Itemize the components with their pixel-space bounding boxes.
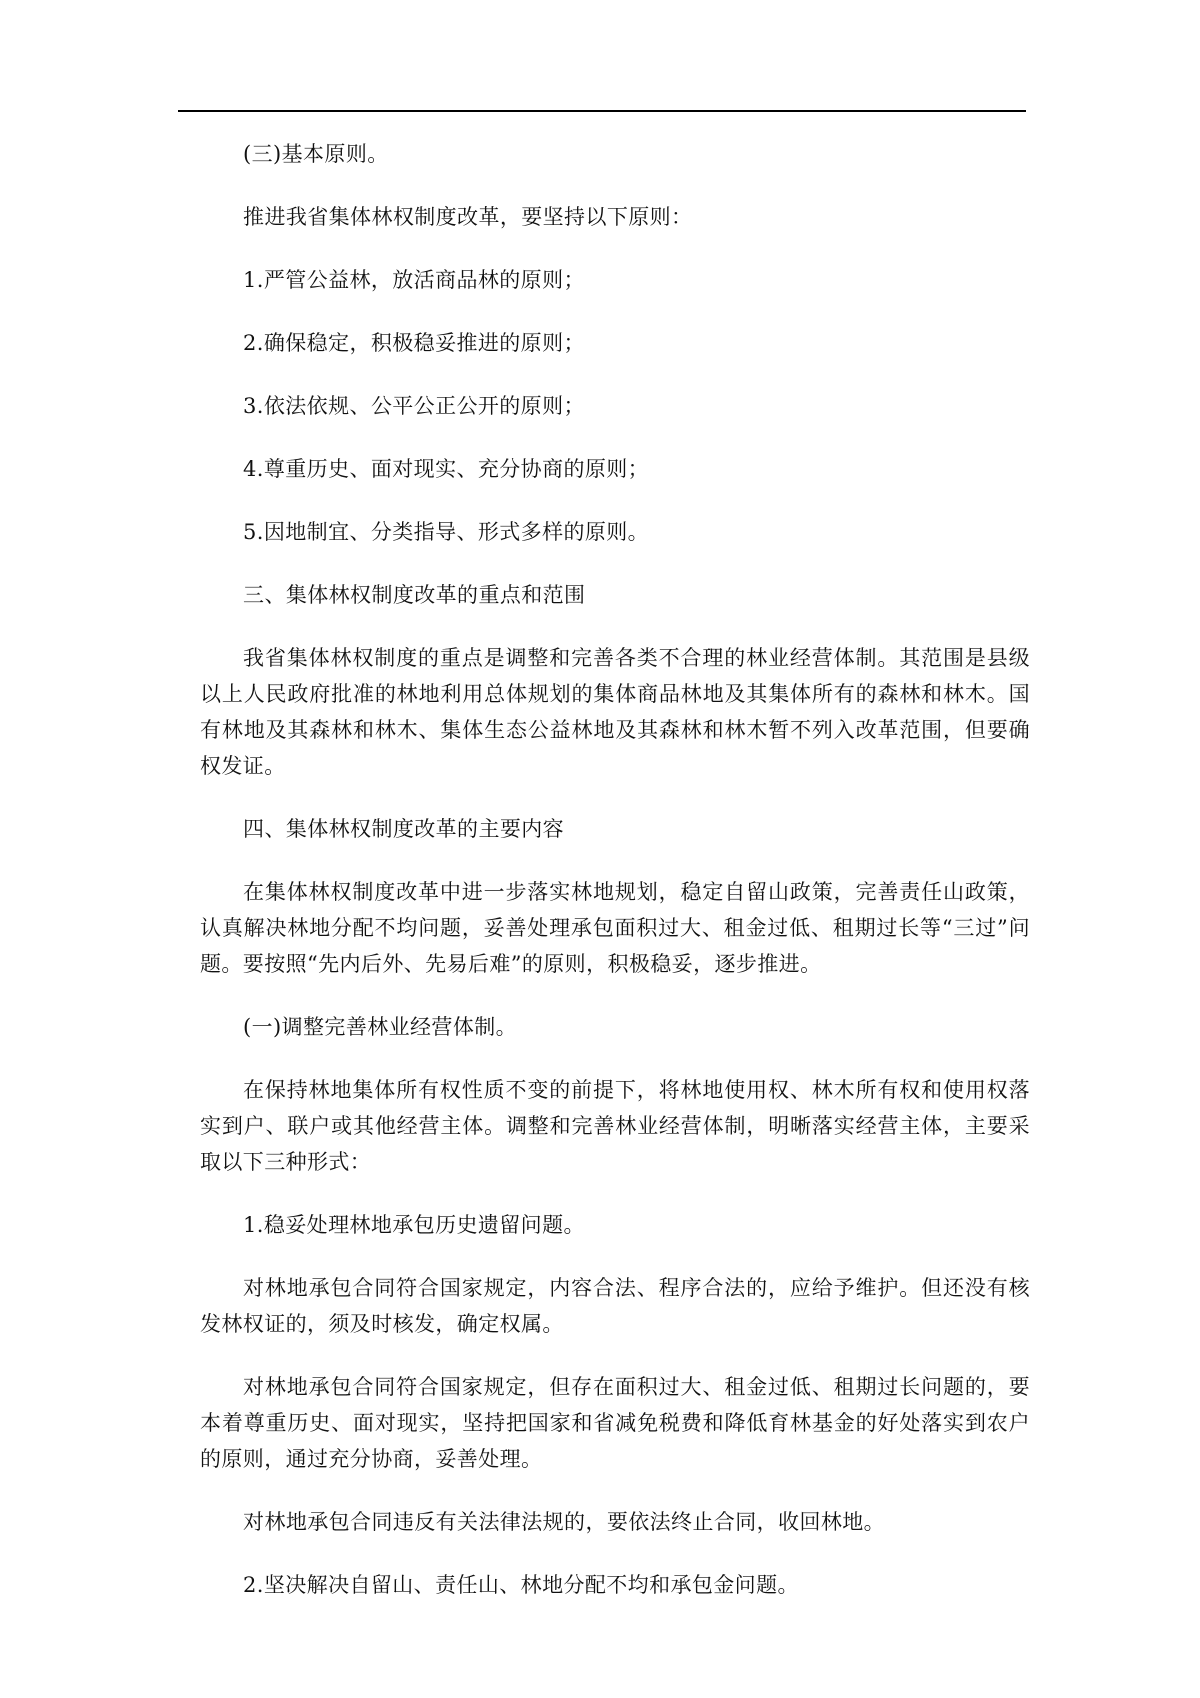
paragraph: 对林地承包合同符合国家规定，内容合法、程序合法的，应给予维护。但还没有核发林权证的，须及时核发，确定权属。 <box>200 1276 1030 1336</box>
paragraph: 推进我省集体林权制度改革，要坚持以下原则： <box>243 205 693 229</box>
paragraph: 在集体林权制度改革中进一步落实林地规划，稳定自留山政策，完善责任山政策，认真解决林地分配不均问题，妥善处理承包面积过大、租金过低、租期过长等“三过”问题。要按照“先内后外、先易后难”的原则，积极稳妥，逐步推进。 <box>200 880 1030 976</box>
list-item: 1.严管公益林，放活商品林的原则； <box>243 268 585 292</box>
list-item: 3.依法依规、公平公正公开的原则； <box>243 394 585 418</box>
list-item: 2.确保稳定，积极稳妥推进的原则； <box>243 331 585 355</box>
subsection-heading: (一)调整完善林业经营体制。 <box>243 1015 518 1039</box>
section-heading-basic-principles: (三)基本原则。 <box>243 142 389 166</box>
list-item: 5.因地制宜、分类指导、形式多样的原则。 <box>243 520 650 544</box>
paragraph: 对林地承包合同违反有关法律法规的，要依法终止合同，收回林地。 <box>243 1510 886 1534</box>
paragraph: 我省集体林权制度的重点是调整和完善各类不合理的林业经营体制。其范围是县级以上人民政府批准的林地利用总体规划的集体商品林地及其集体所有的森林和林木。国有林地及其森林和林木、集体生态公益林地及其森林和林木暂不列入改革范围，但要确权发证。 <box>200 646 1030 778</box>
document-body <box>200 136 1030 1630</box>
paragraph: 在保持林地集体所有权性质不变的前提下，将林地使用权、林木所有权和使用权落实到户、联户或其他经营主体。调整和完善林业经营体制，明晰落实经营主体，主要采取以下三种形式： <box>200 1078 1030 1174</box>
section-heading-main-content: 四、集体林权制度改革的主要内容 <box>243 817 565 841</box>
section-heading-focus-scope: 三、集体林权制度改革的重点和范围 <box>243 583 586 607</box>
paragraph: 对林地承包合同符合国家规定，但存在面积过大、租金过低、租期过长问题的，要本着尊重历史、面对现实，坚持把国家和省减免税费和降低育林基金的好处落实到农户的原则，通过充分协商，妥善处理。 <box>200 1375 1030 1471</box>
header-rule <box>178 110 1026 112</box>
list-item: 1.稳妥处理林地承包历史遗留问题。 <box>243 1213 585 1237</box>
list-item: 2.坚决解决自留山、责任山、林地分配不均和承包金问题。 <box>243 1573 799 1597</box>
list-item: 4.尊重历史、面对现实、充分协商的原则； <box>243 457 650 481</box>
